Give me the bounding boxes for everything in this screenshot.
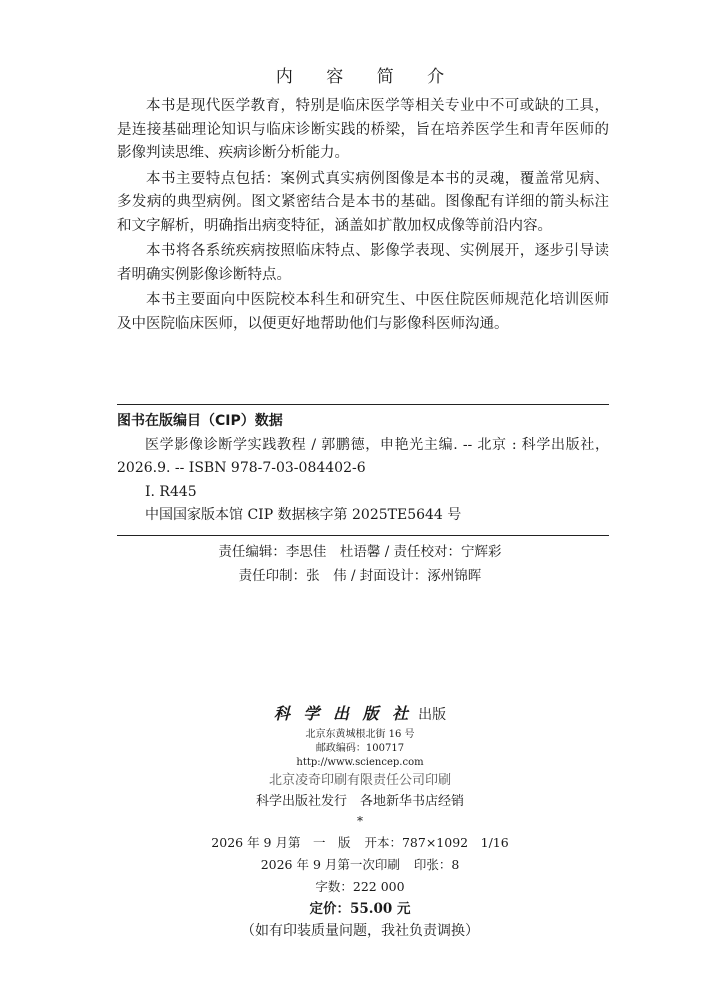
summary-paragraph: 本书主要面向中医院校本科生和研究生、中医住院医师规范化培训医师及中医院临床医师，以便更好地帮助他们与影像科医师沟通。	[117, 292, 609, 332]
summary-paragraph: 本书主要特点包括：案例式真实病例图像是本书的灵魂，覆盖常见病、多发病的典型病例。图文紧密结合是本书的基础。图像配有详细的箭头标注和文字解析，明确指出病变特征，涵盖如扩散加权成像等前沿内容。	[117, 170, 609, 234]
publisher-address: 北京东黄城根北街 16 号	[305, 729, 415, 740]
price: 定价：55.00 元	[309, 901, 411, 917]
edition-block	[0, 832, 720, 942]
format-size: 开本：787×1092 1/16	[364, 835, 509, 850]
summary-paragraph: 本书是现代医学教育，特别是临床医学等相关专业中不可或缺的工具，是连接基础理论知识与临床诊断实践的桥梁，旨在培养医学生和青年医师的影像判读思维、疾病诊断分析能力。	[117, 98, 609, 161]
credits-line: 责任编辑：李思佳 杜语馨 / 责任校对：宁辉彩	[218, 544, 502, 560]
print-sheets: 印张：8	[413, 857, 460, 872]
cip-bottom-rule	[117, 535, 609, 536]
summary-paragraph: 本书将各系统疾病按照临床特点、影像学表现、实例展开，逐步引导读者明确实例影像诊断特点。	[117, 243, 609, 283]
publisher-url: http://www.sciencep.com	[296, 757, 424, 768]
word-count: 字数：222 000	[315, 879, 405, 894]
publisher-name: 科 学 出 版 社	[273, 704, 413, 723]
credits-block	[0, 540, 720, 588]
separator-star: *	[357, 814, 363, 828]
publisher-block	[0, 703, 720, 830]
publisher-suffix: 出版	[418, 707, 447, 723]
cip-classification: Ⅰ. R445	[145, 483, 197, 500]
cip-number: 中国国家版本馆 CIP 数据核字第 2025TE5644 号	[145, 507, 462, 523]
cip-heading: 图书在版编目（CIP）数据	[117, 413, 283, 429]
publisher-postcode: 邮政编码：100717	[315, 743, 405, 754]
print-date: 2026 年 9 月第一次印刷	[260, 857, 400, 872]
edition-date: 2026 年 9 月第 一 版	[211, 835, 351, 850]
summary-section	[117, 95, 609, 338]
cip-record: 医学影像诊断学实践教程 / 郭鹏德，申艳光主编. -- 北京 : 科学出版社，2026.9. -- ISBN 978-7-03-084402-6	[117, 436, 609, 476]
printer-line: 北京凌奇印刷有限责任公司印刷	[268, 773, 451, 788]
distribution-line: 科学出版社发行 各地新华书店经销	[255, 794, 464, 809]
cip-block	[117, 410, 609, 528]
credits-line: 责任印制：张 伟 / 封面设计：涿州锦晖	[238, 568, 482, 584]
page-title: 内 容 简 介	[275, 67, 459, 87]
quality-note: （如有印装质量问题，我社负责调换）	[241, 923, 479, 939]
cip-top-rule	[117, 404, 609, 405]
